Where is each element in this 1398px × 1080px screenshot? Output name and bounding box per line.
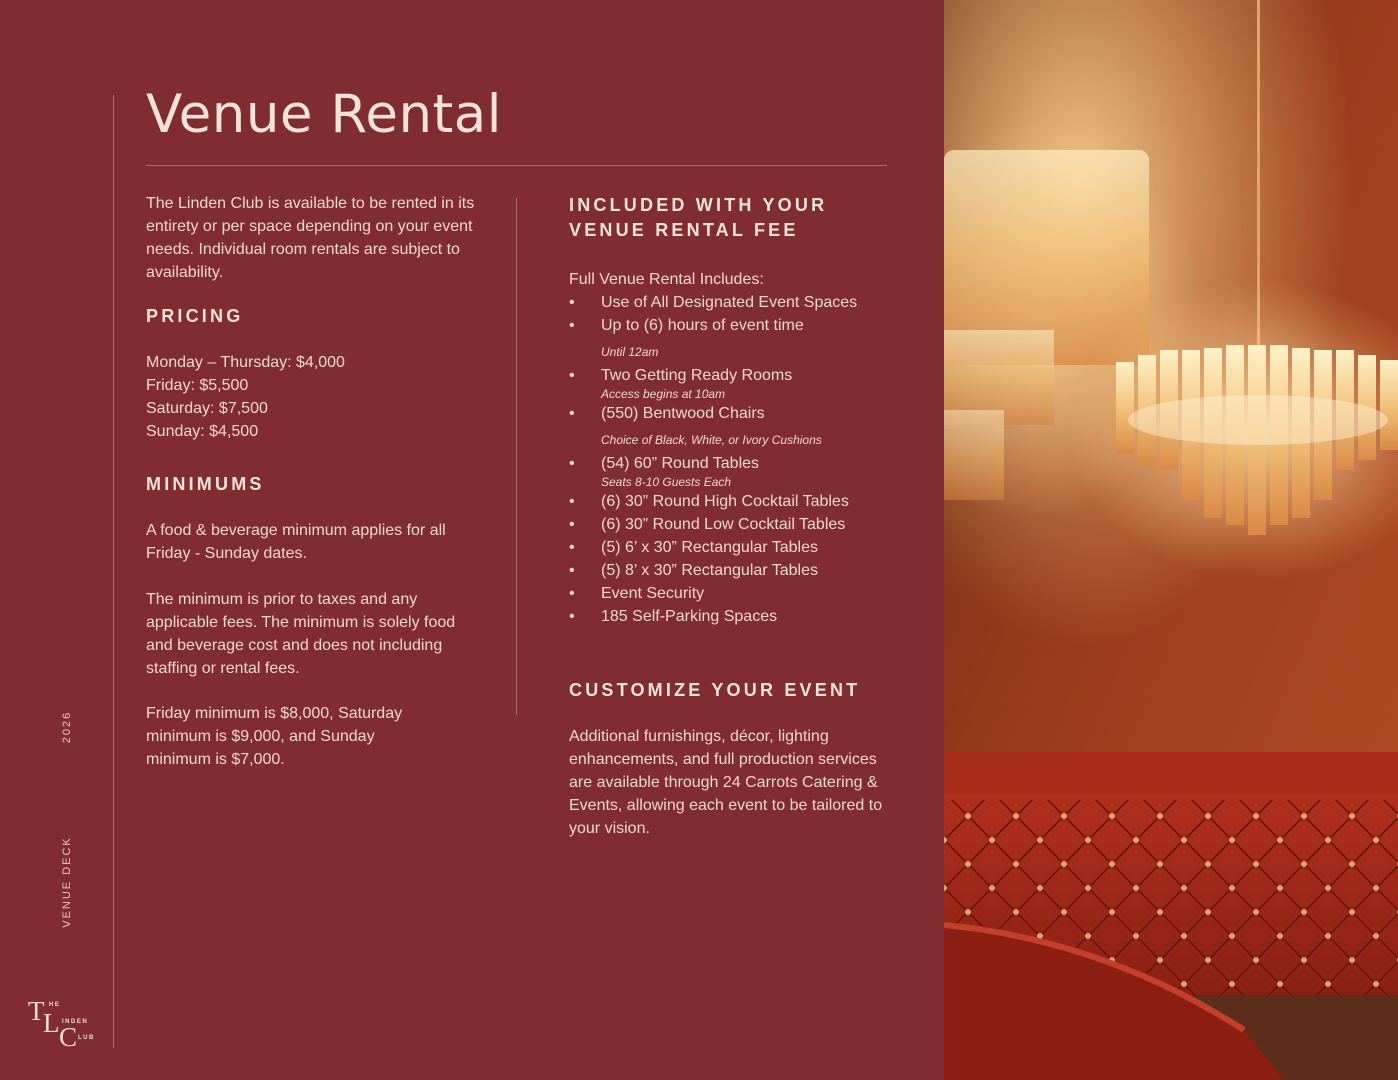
minimums-paragraph-3: Friday minimum is $8,000, Saturday minimum is $9,000, and Sunday minimum is $7,000. xyxy=(146,705,403,768)
pricing-friday: Friday: $5,500 xyxy=(146,377,249,394)
item-note: Access begins at 10am xyxy=(601,387,726,401)
list-item: • (6) 30” Round Low Cocktail Tables xyxy=(569,513,899,536)
list-item: • (5) 8’ x 30” Rectangular Tables xyxy=(569,559,899,582)
minimums-paragraph-2: The minimum is prior to taxes and any applicable fees. The minimum is solely food and beverage cost and does not including staffing or rental fees. xyxy=(146,591,456,677)
included-intro: Full Venue Rental Includes: xyxy=(569,271,764,288)
list-item: • 185 Self-Parking Spaces xyxy=(569,605,899,628)
pricing-sunday: Sunday: $4,500 xyxy=(146,423,259,440)
minimums-heading: MINIMUMS xyxy=(146,474,265,494)
list-item: • Two Getting Ready Rooms Access begins at 10am xyxy=(569,364,899,402)
logo-letter-l: L xyxy=(43,1008,60,1038)
vertical-rule xyxy=(113,95,114,1048)
pricing-saturday: Saturday: $7,500 xyxy=(146,400,268,417)
included-list xyxy=(569,291,899,628)
deck-year: 2026 xyxy=(61,710,73,744)
logo-letter-t: T xyxy=(28,996,45,1026)
column-divider xyxy=(516,198,517,715)
included-heading-line-2: VENUE RENTAL FEE xyxy=(569,220,799,240)
item-note: Choice of Black, White, or Ivory Cushions xyxy=(601,433,822,447)
page-title: Venue Rental xyxy=(146,84,503,145)
list-item: • Use of All Designated Event Spaces xyxy=(569,291,899,314)
item-note: Seats 8-10 Guests Each xyxy=(601,475,732,489)
included-heading-line-1: INCLUDED WITH YOUR xyxy=(569,195,828,215)
logo-text-he: HE xyxy=(49,1002,61,1008)
linden-club-logo xyxy=(28,998,100,1050)
list-item: • Event Security xyxy=(569,582,899,605)
venue-photo xyxy=(944,0,1398,1080)
list-item: • Up to (6) hours of event time Until 12am xyxy=(569,314,899,360)
deck-label: VENUE DECK xyxy=(61,836,73,928)
list-item: • (54) 60” Round Tables Seats 8-10 Guests Each xyxy=(569,452,899,490)
intro-text: The Linden Club is available to be rented in its entirety or per space depending on your event needs. Individual room rentals are subject to availability. xyxy=(146,195,475,281)
logo-text-lub: LUB xyxy=(78,1035,95,1041)
minimums-paragraph-1: A food & beverage minimum applies for all Friday - Sunday dates. xyxy=(146,522,446,562)
logo-text-inden: INDEN xyxy=(62,1019,89,1025)
customize-heading: CUSTOMIZE YOUR EVENT xyxy=(569,680,861,700)
pricing-heading: PRICING xyxy=(146,306,244,326)
list-item: • (6) 30” Round High Cocktail Tables xyxy=(569,490,899,513)
included-heading xyxy=(569,193,899,243)
item-note: Until 12am xyxy=(601,345,659,359)
customize-text: Additional furnishings, décor, lighting enhancements, and full production services are available through 24 Carrots Catering & Events, allowing each event to be tailored to your vision. xyxy=(569,728,883,837)
logo-letter-c: C xyxy=(59,1022,78,1052)
pricing-mon-thu: Monday – Thursday: $4,000 xyxy=(146,354,345,371)
list-item: • (5) 6’ x 30” Rectangular Tables xyxy=(569,536,899,559)
list-item: • (550) Bentwood Chairs Choice of Black, White, or Ivory Cushions xyxy=(569,402,899,448)
title-divider xyxy=(146,165,887,166)
pricing-list xyxy=(146,351,486,443)
